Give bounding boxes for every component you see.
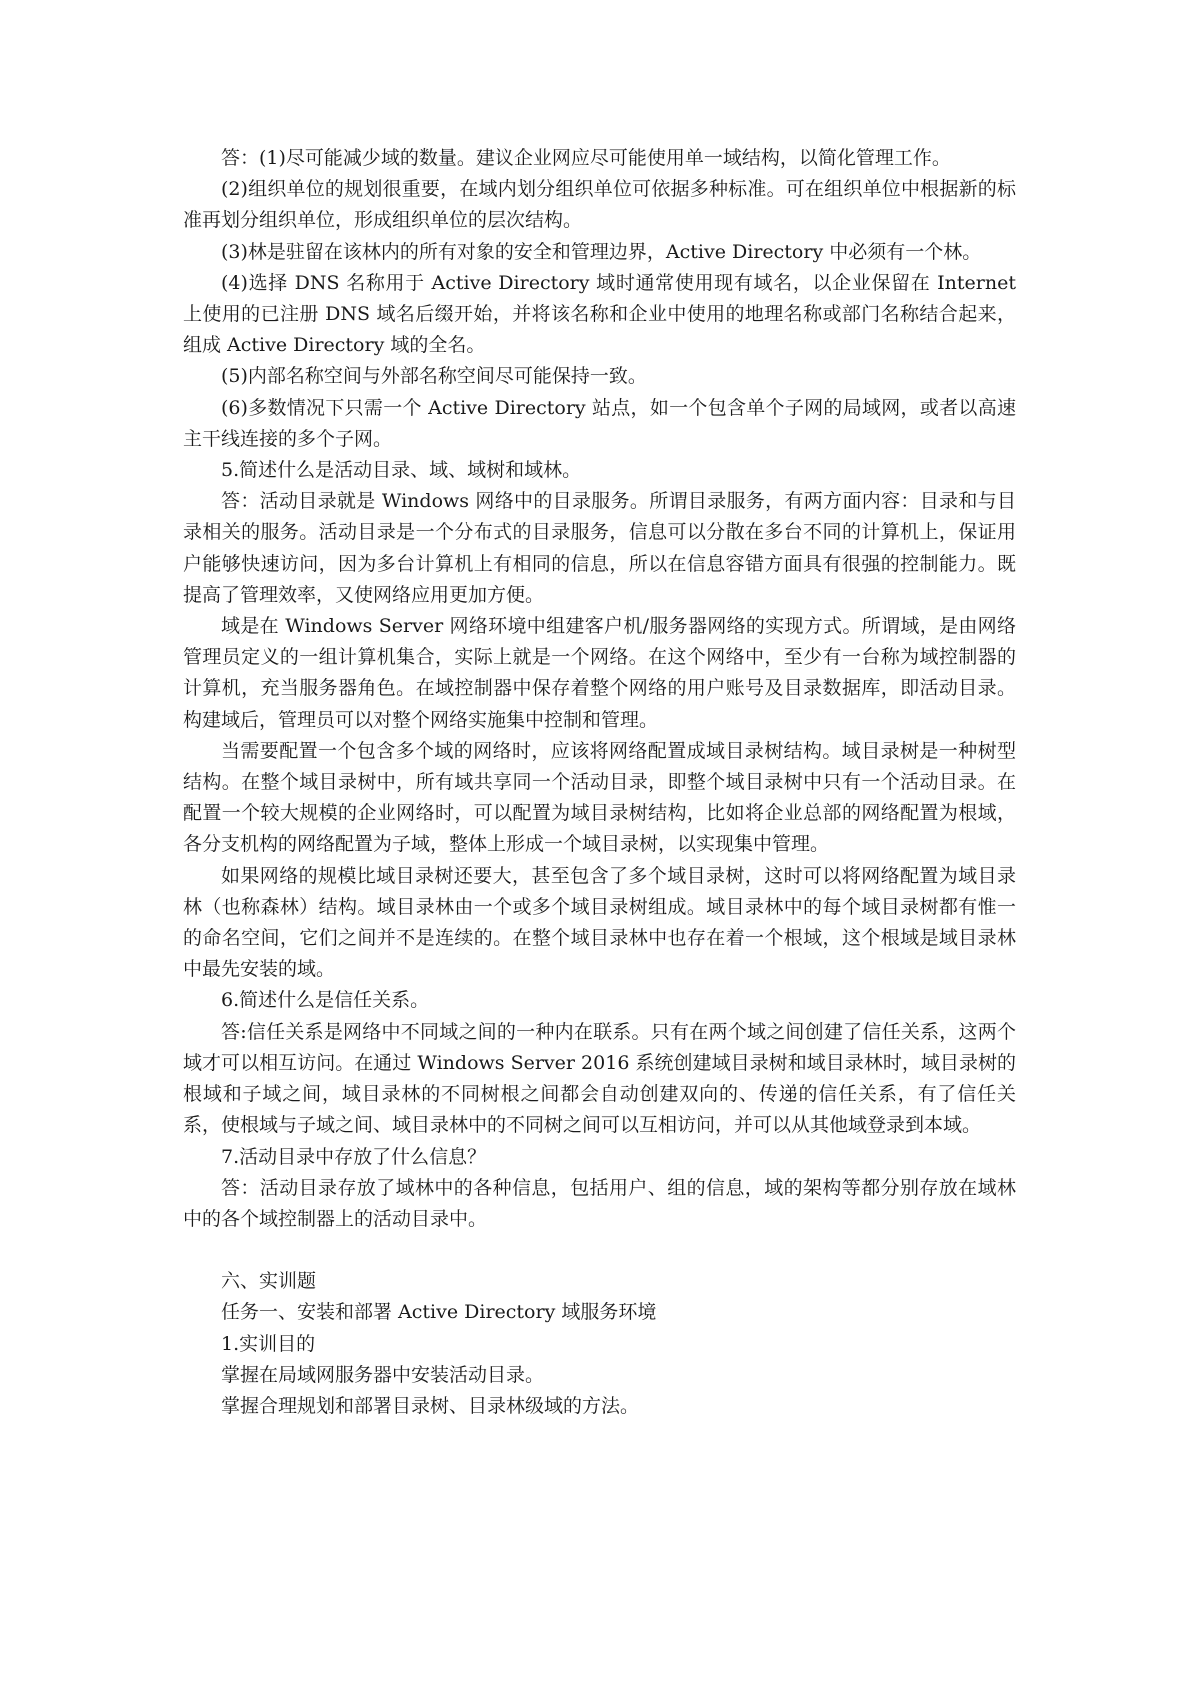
question-7: 7.活动目录中存放了什么信息？ xyxy=(221,1145,487,1168)
question-5: 5.简述什么是活动目录、域、域树和域林。 xyxy=(221,459,582,482)
answer-4-item-5: (5)内部名称空间与外部名称空间尽可能保持一致。 xyxy=(221,365,647,388)
answer-4-item-2: (2)组织单位的规划很重要，在域内划分组织单位可依据多种标准。可在组织单位中根据新的标准再划分组织单位，形成组织单位的层次结构。 xyxy=(183,178,1016,232)
task-one-title: 任务一、安装和部署 Active Directory 域服务环境 xyxy=(221,1301,657,1324)
answer-5-domain-tree: 当需要配置一个包含多个域的网络时，应该将网络配置成域目录树结构。域目录树是一种树型结构。在整个域目录树中，所有域共享同一个活动目录，即整个域目录树中只有一个活动目录。在配置一个较大规模的企业网络时，可以配置为域目录树结构，比如将企业总部的网络配置为根域，各分支机构的网络配置为子域，整体上形成一个域目录树，以实现集中管理。 xyxy=(183,739,1016,856)
question-6: 6.简述什么是信任关系。 xyxy=(221,989,430,1012)
document-body xyxy=(183,143,1016,1422)
answer-7: 答：活动目录存放了域林中的各种信息，包括用户、组的信息，域的架构等都分别存放在域林中的各个域控制器上的活动目录中。 xyxy=(183,1176,1016,1230)
answer-4-item-4: (4)选择 DNS 名称用于 Active Directory 域时通常使用现有域名，以企业保留在 Internet 上使用的已注册 DNS 域名后缀开始，并将该名称和企业中使用的地理名称或部门名称结合起来，组成 Active Directory 域的全名。 xyxy=(183,271,1016,357)
answer-5-domain-forest: 如果网络的规模比域目录树还要大，甚至包含了多个域目录树，这时可以将网络配置为域目录林（也称森林）结构。域目录林由一个或多个域目录树组成。域目录林中的每个域目录树都有惟一的命名空间，它们之间并不是连续的。在整个域目录林中也存在着一个根域，这个根域是域目录林中最先安装的域。 xyxy=(183,864,1016,981)
section-heading-practice: 六、实训题 xyxy=(221,1270,317,1293)
answer-4-item-1: 答：(1)尽可能减少域的数量。建议企业网应尽可能使用单一域结构，以简化管理工作。 xyxy=(221,147,951,169)
answer-6: 答:信任关系是网络中不同域之间的一种内在联系。只有在两个域之间创建了信任关系，这两个域才可以相互访问。在通过 Windows Server 2016 系统创建域目录树和域目录林时，域目录树的根域和子域之间，域目录林的不同树根之间都会自动创建双向的、传递的信任关系，有了信任关系，使根域与子域之间、域目录林中的不同树之间可以互相访问，并可以从其他域登录到本域。 xyxy=(183,1020,1016,1137)
answer-4-item-3: (3)林是驻留在该林内的所有对象的安全和管理边界，Active Directory 中必须有一个林。 xyxy=(221,240,982,263)
answer-4-item-6: (6)多数情况下只需一个 Active Directory 站点，如一个包含单个子网的局域网，或者以高速主干线连接的多个子网。 xyxy=(183,396,1016,450)
answer-5-active-directory: 答：活动目录就是 Windows 网络中的目录服务。所谓目录服务，有两方面内容：目录和与目录相关的服务。活动目录是一个分布式的目录服务，信息可以分散在多台不同的计算机上，保证用户能够快速访问，因为多台计算机上有相同的信息，所以在信息容错方面具有很强的控制能力。既提高了管理效率，又使网络应用更加方便。 xyxy=(183,490,1016,606)
training-purpose-item-2: 掌握合理规划和部署目录树、目录林级域的方法。 xyxy=(221,1394,640,1417)
answer-5-domain: 域是在 Windows Server 网络环境中组建客户机/服务器网络的实现方式。所谓域，是由网络管理员定义的一组计算机集合，实际上就是一个网络。在这个网络中，至少有一台称为域控制器的计算机，充当服务器角色。在域控制器中保存着整个网络的用户账号及目录数据库，即活动目录。构建域后，管理员可以对整个网络实施集中控制和管理。 xyxy=(183,615,1016,731)
training-purpose-item-1: 掌握在局域网服务器中安装活动目录。 xyxy=(221,1363,545,1386)
section-spacer xyxy=(183,1235,1016,1266)
training-purpose-heading: 1.实训目的 xyxy=(221,1332,316,1355)
